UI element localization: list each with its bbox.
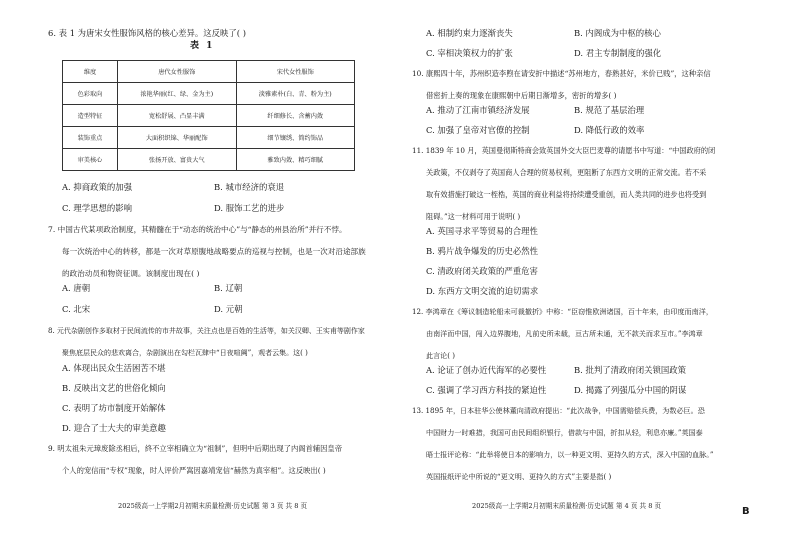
- page-footer-right: 2025级高一上学期2月初期末质量检测·历史试题 第 4 页 共 8 页: [472, 502, 662, 510]
- q8-option-d: D. 迎合了士大夫的审美意趣: [62, 423, 166, 433]
- table-row: 造型特征 宽松舒展、凸显丰满 纤细修长、含蓄内敛: [63, 105, 355, 127]
- q12-option-c: C. 强调了学习西方科技的紧迫性: [426, 385, 547, 395]
- q7-option-d: D. 元朝: [214, 304, 243, 314]
- table-header-row: 维度 唐代女性服饰 宋代女性服饰: [63, 61, 355, 83]
- q8-option-c: C. 表明了坊市制度开始解体: [62, 403, 166, 413]
- question-12-stem: 12. 李鸿章在《筹议制造轮船未可裁撤折》中称：“臣窃惟欧洲诸国，百十年来，由印度而南洋， 由南洋而中国，闯入边界腹地，凡前史所未载，亘古所未通，无不款关而求互市。”李鸿章 此言论( ): [412, 307, 713, 360]
- paper-version-marker: B: [742, 506, 750, 517]
- q8-option-a: A. 体现出民众生活困苦不堪: [62, 363, 166, 373]
- question-11-stem: 11. 1839 年 10 月，英国曼彻斯特商会致英国外交大臣巴麦尊的请愿书中写道：“中国政府的闭 关政策，不仅剥夺了英国商人合理的贸易权利，更阻断了东西方文明的正常交流。若不采 取有效措施打破这一桎梏，英国的商业利益将持续遭受重创，而人类共同的进步也将受到 阻碍。”这一材料可用于说明( ): [412, 146, 716, 221]
- question-7-stem: 7. 中国古代某项政治制度，其精髓在于“动态的统治中心”与“静态的州县治所”并行不悖。 每一次统治中心的转移，都是一次对草原腹地战略要点的巡视与控制，也是一次对沿途部族 的政治动员和物资征调。该制度出现在( ): [48, 225, 366, 278]
- question-9-stem: 9. 明太祖朱元璋废除丞相后，終不立宰相确立为“祖制”，但明中后期出现了内阁首辅因皇帝 个人的宠信而“专权”现象，时人评价严嵩因嘉靖宠信“赫然为真宰相”。这反映出( ): [48, 444, 343, 475]
- q9-option-b: B. 内阁成为中枢的核心: [574, 28, 661, 38]
- table-row: 色彩取向 浓艳华丽(红、绿、金为主) 淡雅素朴(白、青、粉为主): [63, 83, 355, 105]
- q12-option-b: B. 批判了清政府闭关锁国政策: [574, 365, 686, 375]
- q10-option-c: C. 加强了皇帝对官僚的控制: [426, 125, 530, 135]
- q8-option-b: B. 反映出文艺的世俗化倾向: [62, 383, 166, 393]
- table-row: 审美核心 张扬开放、富贵大气 雅致内敛、精巧细腻: [63, 149, 355, 171]
- page-footer-left: 2025级高一上学期2月初期末质量检测·历史试题 第 3 页 共 8 页: [118, 502, 308, 510]
- table-row: 装饰重点 大面积织锦、华丽配饰 细节镶绣、简约饰品: [63, 127, 355, 149]
- q6-option-d: D. 服饰工艺的进步: [214, 203, 285, 213]
- q6-option-c: C. 理学思想的影响: [62, 203, 133, 213]
- q10-option-b: B. 规范了基层治理: [574, 105, 645, 115]
- q7-option-c: C. 北宋: [62, 304, 91, 314]
- q11-option-b: B. 鸦片战争爆发的历史必然性: [426, 246, 538, 256]
- q6-option-a: A. 抑商政策的加强: [62, 182, 132, 192]
- q10-option-d: D. 降低行政的效率: [574, 125, 645, 135]
- q12-option-d: D. 揭露了列强瓜分中国的阴谋: [574, 385, 687, 395]
- table-caption: 表 1: [190, 41, 215, 51]
- q11-option-a: A. 英国寻求平等贸易的合理性: [426, 226, 538, 236]
- q9-option-c: C. 宰相决策权力的扩张: [426, 48, 513, 58]
- q11-option-c: C. 清政府闭关政策的严重危害: [426, 266, 538, 276]
- question-6-stem: 6. 表 1 为唐宋女性服饰风格的核心差异。这反映了( ): [48, 28, 247, 38]
- q11-option-d: D. 东西方文明交流的迫切需求: [426, 286, 539, 296]
- q10-option-a: A. 推动了江南市镇经济发展: [426, 105, 530, 115]
- q7-option-a: A. 唐朝: [62, 283, 91, 293]
- table-1: [62, 60, 355, 171]
- question-10-stem: 10. 康熙四十年，苏州织造李煦在请安折中描述“苏州地方，春熟甚好，米价已贱”，这种亲信 借密折上奏的现象在康熙朝中后期日渐增多，密折的增多( ): [412, 69, 711, 100]
- right-page: [400, 0, 800, 544]
- question-13-stem: 13. 1895 年，日本驻华公使林董向清政府提出：“此次战争，中国需赔偿兵费，为数必巨。恐 中国财力一时难措，我国可由民间组织银行，借款与中国，折扣从轻，利息亦廉。”英国泰 晤士报评论称：“此举将使日本的影响力，以一种更文明、更持久的方式，深入中国的血脉。” 英国报纸评论中所说的“更文明、更持久的方式”主要是指( ): [412, 406, 714, 481]
- question-8-stem: 8. 元代杂剧创作多取材于民间流传的市井故事，关注点也是百姓的生活等，如关汉卿、王实甫等剧作家 聚焦底层民众的悲欢离合，杂剧演出在勾栏瓦肆中“日夜喧阗”，观者云集。这( ): [48, 327, 365, 357]
- q12-option-a: A. 论证了创办近代海军的必要性: [426, 365, 547, 375]
- q9-option-d: D. 君主专制制度的强化: [574, 48, 662, 58]
- q9-option-a: A. 相制约束力逐渐丧失: [426, 28, 513, 38]
- q7-option-b: B. 辽朝: [214, 283, 243, 293]
- q6-option-b: B. 城市经济的衰退: [214, 182, 285, 192]
